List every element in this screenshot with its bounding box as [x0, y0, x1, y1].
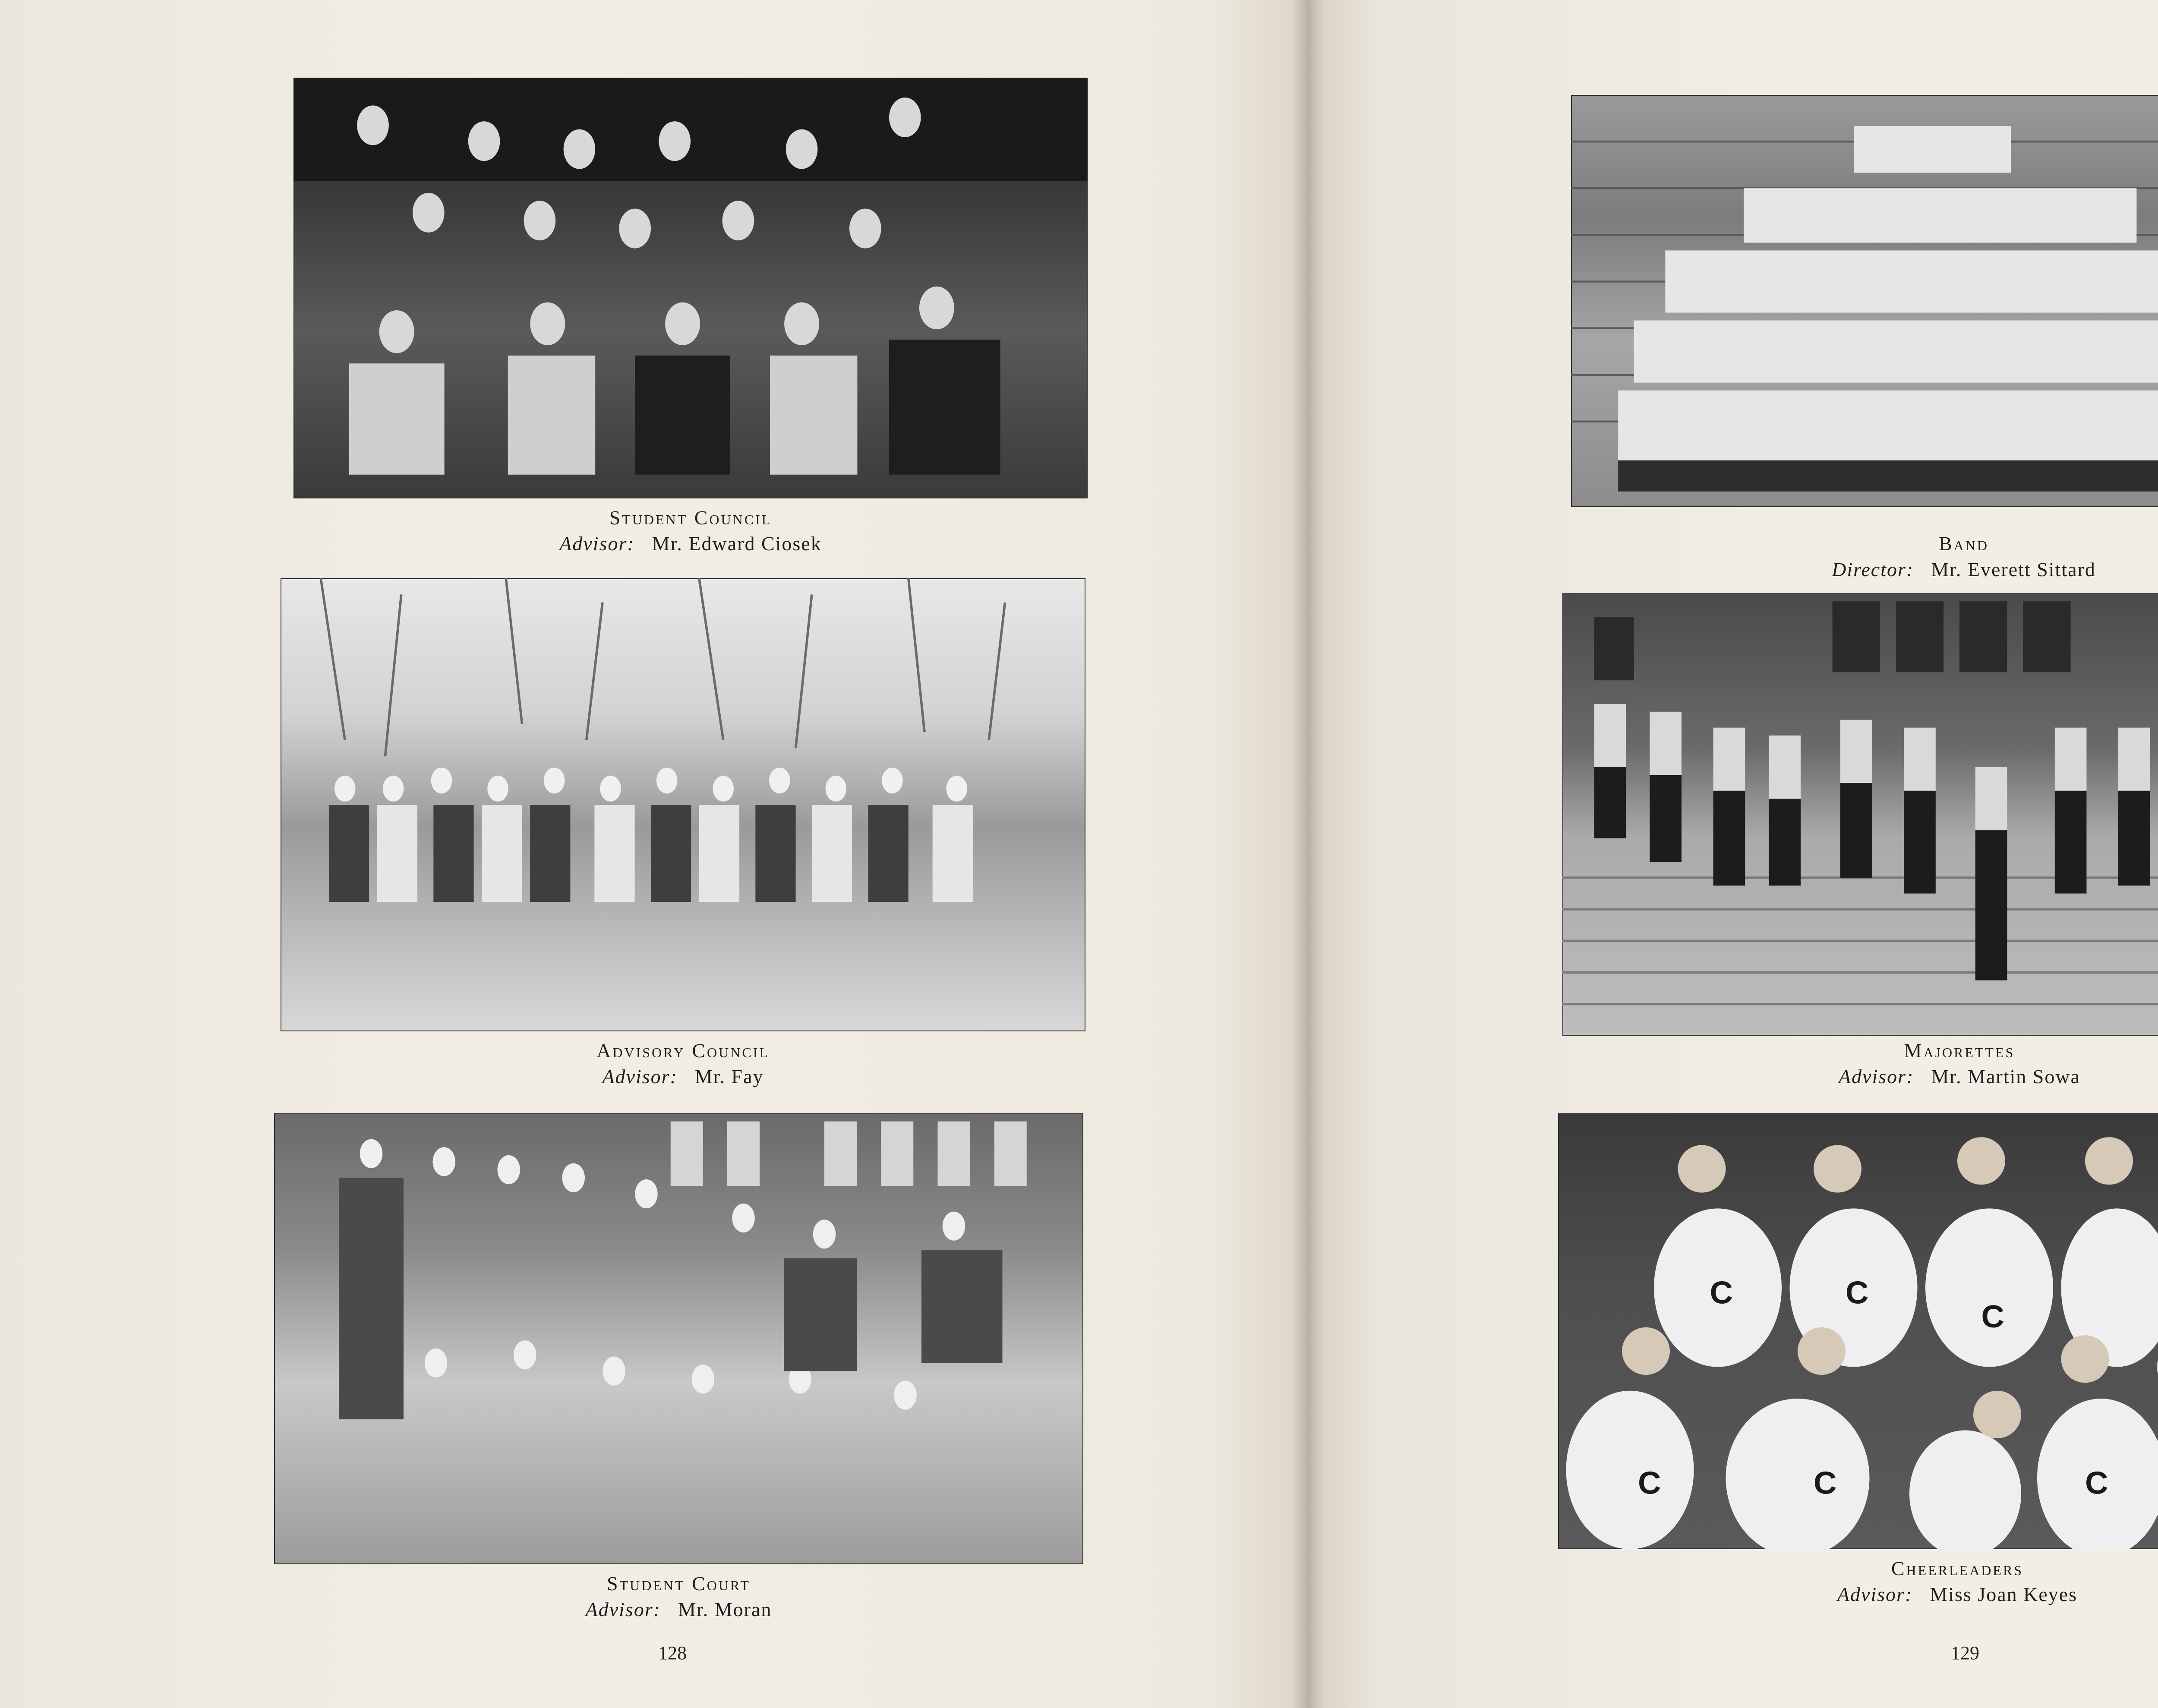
- caption-majorettes: [1562, 1038, 2158, 1090]
- person-name: Mr. Martin Sowa: [1931, 1065, 2081, 1087]
- person-name: Mr. Everett Sittard: [1931, 558, 2096, 580]
- page-number-right: 129: [1951, 1642, 1979, 1664]
- person-name: Mr. Moran: [678, 1598, 772, 1620]
- svg-text:C: C: [2085, 1465, 2108, 1501]
- caption-student-court: [274, 1571, 1083, 1623]
- caption-cheerleaders: [1558, 1556, 2158, 1607]
- role-label: Advisor:: [1837, 1583, 1913, 1605]
- role-label: Advisor:: [1838, 1065, 1914, 1087]
- svg-text:C: C: [1814, 1465, 1837, 1501]
- photo-advisory-council: [281, 578, 1085, 1031]
- svg-text:C: C: [1981, 1298, 2004, 1334]
- caption-student-council: [293, 505, 1088, 557]
- photo-cheerleaders: [1558, 1113, 2158, 1549]
- section-title: Student Court: [607, 1572, 751, 1595]
- caption-band: [1571, 531, 2158, 583]
- photo-student-court: [274, 1113, 1083, 1564]
- section-title: Student Council: [609, 507, 772, 529]
- svg-text:C: C: [1638, 1465, 1661, 1501]
- person-name: Miss Joan Keyes: [1930, 1583, 2078, 1605]
- role-label: Advisor:: [559, 533, 635, 555]
- role-label: Director:: [1832, 558, 1914, 580]
- section-title: Advisory Council: [596, 1040, 770, 1062]
- section-title: Majorettes: [1904, 1040, 2015, 1062]
- section-title: Cheerleaders: [1891, 1557, 2024, 1579]
- svg-text:C: C: [1846, 1274, 1869, 1311]
- section-title: Band: [1938, 533, 1989, 555]
- role-label: Advisor:: [585, 1598, 661, 1620]
- caption-advisory-council: [281, 1038, 1085, 1090]
- photo-majorettes: [1562, 593, 2158, 1036]
- person-name: Mr. Edward Ciosek: [652, 533, 822, 555]
- book-gutter: [1290, 0, 1325, 1708]
- photo-band: [1571, 95, 2158, 507]
- page-number-left: 128: [658, 1642, 687, 1664]
- svg-text:C: C: [1710, 1274, 1733, 1311]
- photo-student-council: [293, 78, 1088, 498]
- role-label: Advisor:: [602, 1065, 678, 1087]
- person-name: Mr. Fay: [694, 1065, 764, 1087]
